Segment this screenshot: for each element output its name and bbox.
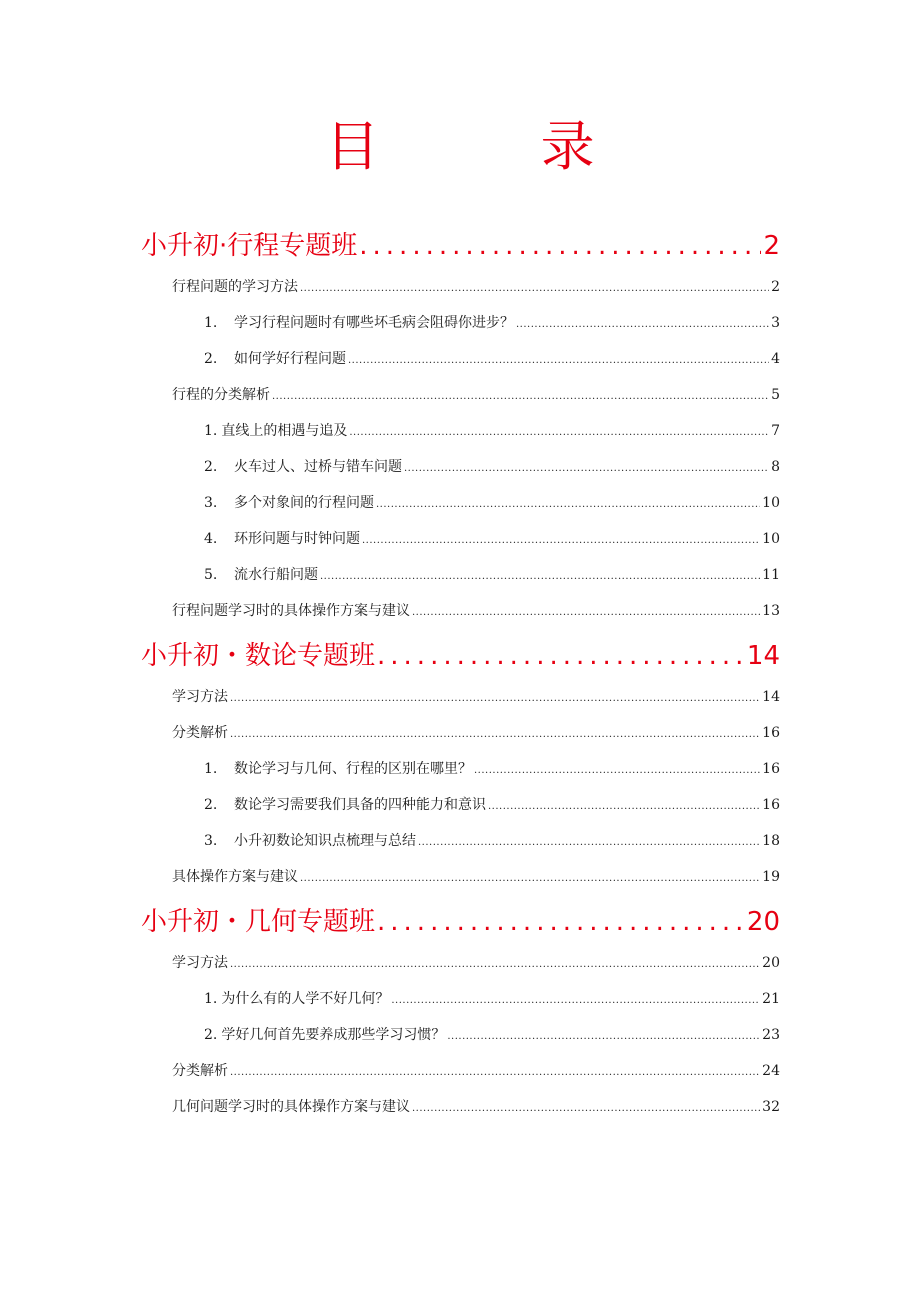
toc-entry-page-number: 14 xyxy=(762,689,780,705)
toc-entry-page-number: 14 xyxy=(746,641,780,671)
toc-entry-label xyxy=(172,600,410,622)
toc-entry-text: 数论学习需要我们具备的四种能力和意识 xyxy=(234,797,486,813)
toc-entry-page-number: 16 xyxy=(762,725,780,741)
toc-entry-text: 行程问题学习时的具体操作方案与建议 xyxy=(172,603,410,619)
toc-entry-level-2[interactable] xyxy=(172,384,780,406)
dot-leader xyxy=(362,528,760,552)
toc-entry-text: 行程的分类解析 xyxy=(172,387,270,403)
toc-entry-text: 学好几何首先要养成那些学习习惯？ xyxy=(221,1027,446,1043)
dot-leader xyxy=(391,988,760,1012)
toc-entry-level-1[interactable] xyxy=(141,902,780,942)
dot-leader xyxy=(412,1096,760,1120)
toc-entry-level-2[interactable] xyxy=(172,952,780,974)
dot-leader xyxy=(377,902,745,942)
toc-entry-number: 2. xyxy=(204,1027,218,1043)
toc-entry-level-3[interactable] xyxy=(204,988,780,1010)
toc-entry-page-number: 18 xyxy=(762,833,780,849)
toc-entry-number: 2. xyxy=(204,351,218,367)
toc-entry-page-number: 16 xyxy=(762,761,780,777)
toc-entry-level-1[interactable] xyxy=(141,226,780,266)
toc-entry-text: 几何问题学习时的具体操作方案与建议 xyxy=(172,1099,410,1115)
toc-entry-label xyxy=(204,1024,445,1046)
toc-entry-page-number: 10 xyxy=(762,531,780,547)
toc-entry-page-number: 2 xyxy=(763,231,780,261)
toc-entry-level-2[interactable] xyxy=(172,276,780,298)
toc-entry-number: 1. xyxy=(204,991,218,1007)
toc-entry-page-number: 21 xyxy=(762,991,780,1007)
toc-entry-level-3[interactable] xyxy=(204,420,780,442)
toc-entry-page-number: 11 xyxy=(762,567,780,583)
dot-leader xyxy=(418,830,760,854)
dot-leader xyxy=(272,384,769,408)
dot-leader xyxy=(377,636,745,676)
toc-entry-level-3[interactable] xyxy=(204,348,780,370)
toc-entry-text: 小升初・数论专题班 xyxy=(141,641,376,671)
dot-leader xyxy=(359,226,761,266)
dot-leader xyxy=(320,564,760,588)
toc-entry-label xyxy=(204,528,360,550)
toc-entry-text: 学习方法 xyxy=(172,955,228,971)
dot-leader xyxy=(230,952,760,976)
toc-entry-page-number: 4 xyxy=(771,351,780,367)
toc-entry-text: 小升初·行程专题班 xyxy=(141,231,358,261)
toc-entry-level-2[interactable] xyxy=(172,1060,780,1082)
toc-entry-text: 分类解析 xyxy=(172,725,228,741)
toc-entry-page-number: 2 xyxy=(771,279,780,295)
toc-entry-label xyxy=(204,794,486,816)
dot-leader xyxy=(300,866,760,890)
toc-entry-label xyxy=(172,1060,228,1082)
toc-entry-label xyxy=(204,830,416,852)
toc-entry-text: 火车过人、过桥与错车问题 xyxy=(234,459,402,475)
toc-entry-number: 1. xyxy=(204,761,218,777)
toc-entry-text: 具体操作方案与建议 xyxy=(172,869,298,885)
toc-entry-page-number: 19 xyxy=(762,869,780,885)
toc-entry-number: 1. xyxy=(204,315,218,331)
toc-entry-label xyxy=(172,384,270,406)
toc-entry-page-number: 16 xyxy=(762,797,780,813)
toc-entry-page-number: 10 xyxy=(762,495,780,511)
toc-entry-number: 4. xyxy=(204,531,218,547)
toc-entry-number: 3. xyxy=(204,495,218,511)
toc-entry-label xyxy=(204,758,472,780)
toc-entry-page-number: 23 xyxy=(762,1027,780,1043)
toc-entry-label xyxy=(141,902,375,942)
toc-entry-label xyxy=(172,686,228,708)
dot-leader xyxy=(349,420,769,444)
dot-leader xyxy=(300,276,769,300)
dot-leader xyxy=(412,600,760,624)
toc-entry-level-3[interactable] xyxy=(204,564,780,586)
toc-entry-text: 分类解析 xyxy=(172,1063,228,1079)
toc-entry-page-number: 7 xyxy=(771,423,780,439)
dot-leader xyxy=(516,312,769,336)
toc-entry-number: 2. xyxy=(204,459,218,475)
dot-leader xyxy=(488,794,760,818)
dot-leader xyxy=(230,1060,760,1084)
toc-entry-level-2[interactable] xyxy=(172,686,780,708)
toc-entry-text: 小升初・几何专题班 xyxy=(141,907,376,937)
toc-entry-text: 数论学习与几何、行程的区别在哪里？ xyxy=(234,761,472,777)
toc-entry-level-1[interactable] xyxy=(141,636,780,676)
toc-entry-page-number: 32 xyxy=(762,1099,780,1115)
dot-leader xyxy=(230,686,760,710)
toc-entry-number: 3. xyxy=(204,833,218,849)
toc-entry-text: 流水行船问题 xyxy=(234,567,318,583)
toc-entry-label xyxy=(204,348,346,370)
toc-entry-level-2[interactable] xyxy=(172,722,780,744)
toc-entry-text: 直线上的相遇与追及 xyxy=(221,423,348,439)
toc-entry-text: 学习行程问题时有哪些坏毛病会阻碍你进步？ xyxy=(234,315,514,331)
toc-entry-level-3[interactable] xyxy=(204,528,780,550)
toc-entry-page-number: 20 xyxy=(746,907,780,937)
page-title: 目 录 xyxy=(325,115,667,178)
dot-leader xyxy=(376,492,760,516)
toc-entry-number: 5. xyxy=(204,567,218,583)
toc-entry-level-3[interactable] xyxy=(204,492,780,514)
toc-entry-level-2[interactable] xyxy=(172,866,780,888)
toc-entry-label xyxy=(172,276,298,298)
toc-entry-page-number: 20 xyxy=(762,955,780,971)
toc-entry-label xyxy=(172,722,228,744)
toc-entry-page-number: 24 xyxy=(762,1063,780,1079)
dot-leader xyxy=(348,348,769,372)
toc-entry-text: 如何学好行程问题 xyxy=(234,351,346,367)
toc-entry-label xyxy=(204,456,402,478)
toc-entry-page-number: 5 xyxy=(771,387,780,403)
toc-entry-level-3[interactable] xyxy=(204,456,780,478)
toc-entry-text: 多个对象间的行程问题 xyxy=(234,495,374,511)
toc-entry-level-3[interactable] xyxy=(204,312,780,334)
toc-entry-level-3[interactable] xyxy=(204,830,780,852)
toc-entry-number: 1. xyxy=(204,423,218,439)
toc-entry-label xyxy=(204,420,347,442)
toc-entry-label xyxy=(204,564,318,586)
toc-entry-label xyxy=(172,952,228,974)
toc-entry-number: 2. xyxy=(204,797,218,813)
toc-entry-level-2[interactable] xyxy=(172,1096,780,1118)
toc-entry-text: 环形问题与时钟问题 xyxy=(234,531,360,547)
toc-entry-level-2[interactable] xyxy=(172,600,780,622)
toc-entry-label xyxy=(172,1096,410,1118)
dot-leader xyxy=(474,758,760,782)
toc-entry-text: 小升初数论知识点梳理与总结 xyxy=(234,833,416,849)
toc-entry-label xyxy=(204,312,514,334)
dot-leader xyxy=(230,722,760,746)
toc-entry-page-number: 3 xyxy=(771,315,780,331)
toc-entry-label xyxy=(204,492,374,514)
toc-entry-label xyxy=(204,988,389,1010)
toc-entry-level-3[interactable] xyxy=(204,1024,780,1046)
toc-entry-label xyxy=(141,226,357,266)
toc-entry-page-number: 13 xyxy=(762,603,780,619)
dot-leader xyxy=(447,1024,760,1048)
toc-entry-label xyxy=(141,636,375,676)
toc-entry-page-number: 8 xyxy=(771,459,780,475)
toc-entry-text: 为什么有的人学不好几何？ xyxy=(221,991,390,1007)
toc-entry-text: 行程问题的学习方法 xyxy=(172,279,298,295)
toc-entry-level-3[interactable] xyxy=(204,794,780,816)
toc-entry-label xyxy=(172,866,298,888)
toc-entry-text: 学习方法 xyxy=(172,689,228,705)
dot-leader xyxy=(404,456,769,480)
toc-entry-level-3[interactable] xyxy=(204,758,780,780)
